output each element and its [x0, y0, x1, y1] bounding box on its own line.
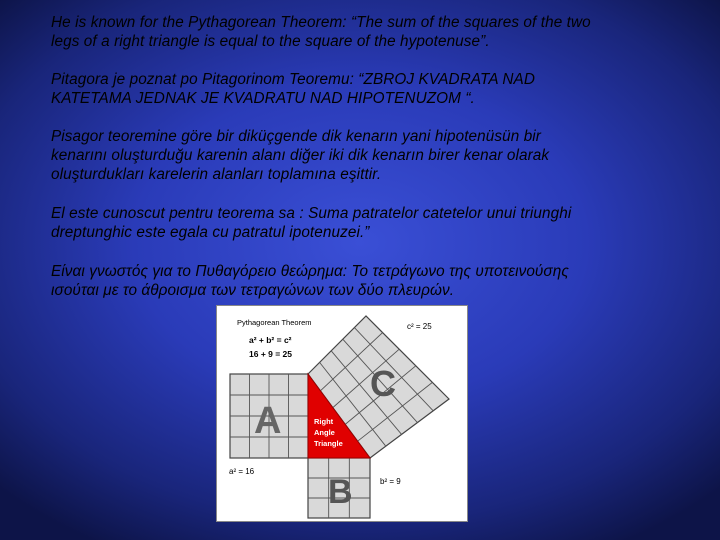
triangle-label-line: Angle — [314, 428, 335, 437]
triangle-label-line: Right — [314, 417, 334, 426]
paragraph-line: kenarını oluşturduğu karenin alanı diğer iki dik kenarın birer kenar olarak — [51, 147, 550, 164]
pythagorean-figure — [216, 305, 468, 522]
paragraph-line: KATETAMA JEDNAK JE KVADRATU NAD HIPOTENUZOM “. — [51, 90, 475, 107]
pythagorean-diagram — [217, 306, 467, 521]
equation-text: a² + b² = c² — [249, 335, 292, 345]
paragraph-line: Pitagora je poznat po Pitagorinom Teoremu: “ZBROJ KVADRATA NAD — [51, 71, 536, 88]
paragraph-romanian — [51, 204, 681, 242]
paragraph-line: Είναι γνωστός για το Πυθαγόρειο θεώρημα: Το τετράγωνο της υποτεινούσης — [51, 263, 569, 280]
paragraph-line: legs of a right triangle is equal to the square of the hypotenuse”. — [51, 33, 490, 50]
letter-a: A — [254, 400, 282, 442]
paragraph-line: He is known for the Pythagorean Theorem: “The sum of the squares of the two — [51, 14, 591, 31]
letter-b: B — [328, 473, 353, 511]
a-area-label: a² = 16 — [229, 467, 255, 476]
figure-title: Pythagorean Theorem — [237, 318, 312, 327]
b-area-label: b² = 9 — [380, 477, 401, 486]
paragraph-line: dreptunghic este egala cu patratul ipotenuzei.” — [51, 224, 370, 241]
paragraph-line: El este cunoscut pentru teorema sa : Suma patratelor catetelor unui triunghi — [51, 205, 572, 222]
paragraph-line: ισούται με το άθροισμα των τετραγώνων των δύο πλευρών. — [51, 282, 455, 299]
paragraph-line: Pisagor teoremine göre bir diküçgende dik kenarın yani hipotenüsün bir — [51, 128, 541, 145]
paragraph-line: oluşturdukları karelerin alanları toplamına eşittir. — [51, 166, 382, 183]
letter-c: C — [370, 363, 396, 404]
triangle-label-line: Triangle — [314, 439, 343, 448]
paragraph-english — [51, 13, 681, 51]
sum-text: 16 + 9 = 25 — [249, 349, 293, 359]
c-area-label: c² = 25 — [407, 322, 432, 331]
paragraph-turkish — [51, 127, 681, 184]
paragraph-greek — [51, 262, 681, 300]
paragraph-croatian — [51, 70, 681, 108]
